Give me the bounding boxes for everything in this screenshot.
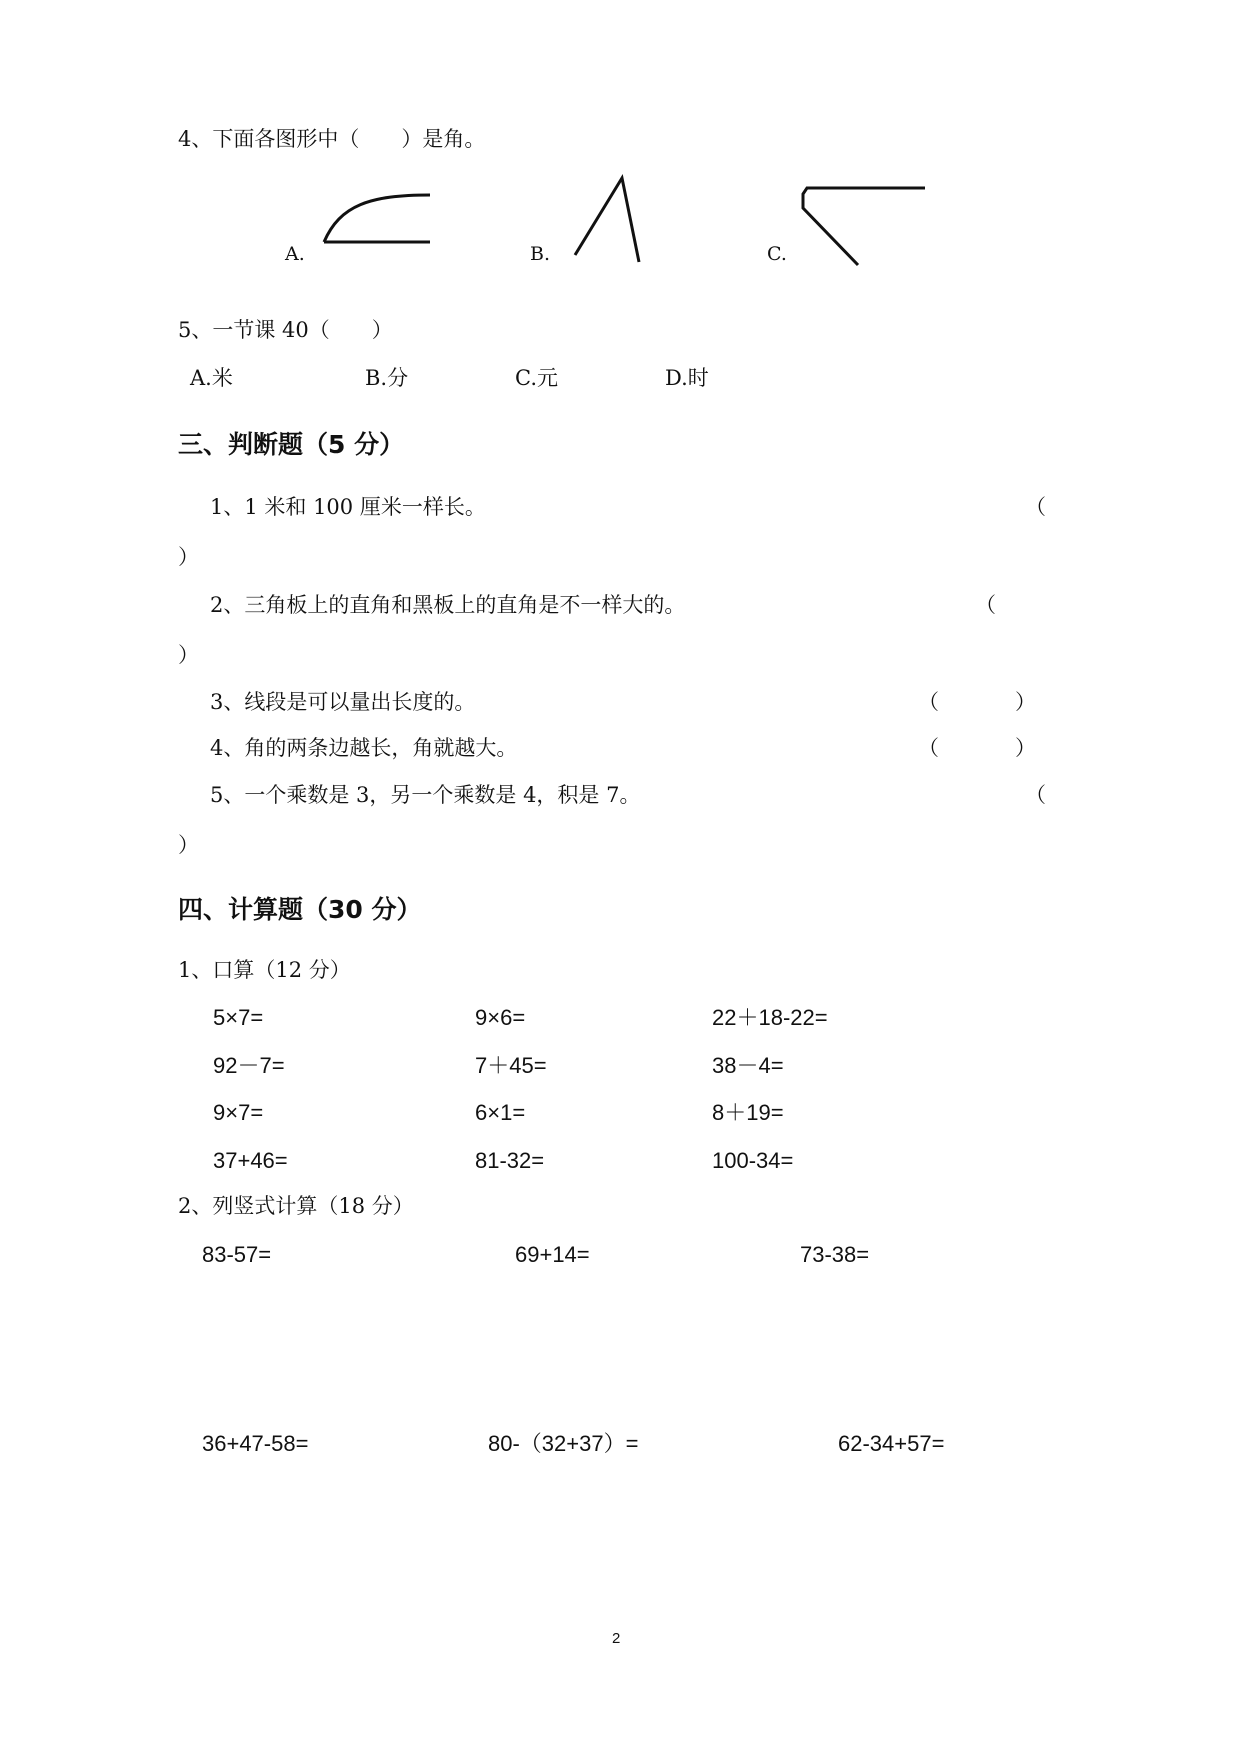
judge-item-5-open: （: [1025, 783, 1046, 807]
q5-option-d: D.时: [665, 366, 709, 390]
judge-item-4-open: （: [918, 736, 939, 760]
q5-option-a: A.米: [190, 366, 233, 390]
judge-item-5-close: ）: [178, 833, 199, 857]
oral-problem: 22＋18-22=: [712, 1005, 828, 1030]
oral-problem: 37+46=: [213, 1148, 288, 1173]
judge-item-4-close: ）: [1015, 736, 1036, 760]
vertical-problem: 73-38=: [800, 1242, 870, 1267]
figure-c-label: C.: [767, 243, 787, 265]
q4-stem: 4、下面各图形中（ ）是角。: [178, 127, 486, 151]
section3-title: 三、判断题（5 分）: [178, 430, 405, 459]
oral-problem: 6×1=: [475, 1100, 526, 1125]
oral-calc-label: 1、口算（12 分）: [178, 958, 351, 982]
oral-problem: 81-32=: [475, 1148, 545, 1173]
vertical-problem: 80-（32+37）=: [488, 1431, 639, 1456]
oral-problem: 9×6=: [475, 1005, 526, 1030]
oral-problem: 8＋19=: [712, 1100, 784, 1125]
judge-item-2-close: ）: [178, 643, 199, 667]
judge-item-5: 5、一个乘数是 3，另一个乘数是 4，积是 7。: [210, 783, 641, 807]
q5-stem: 5、一节课 40（ ）: [178, 318, 393, 342]
page-number: 2: [612, 1630, 621, 1647]
judge-item-3-close: ）: [1015, 690, 1036, 714]
judge-item-4: 4、角的两条边越长，角就越大。: [210, 736, 518, 760]
figure-a-arc-shape: [310, 185, 440, 255]
vertical-problem: 83-57=: [202, 1242, 272, 1267]
judge-item-1: 1、1 米和 100 厘米一样长。: [210, 495, 486, 519]
figure-b-label: B.: [530, 243, 551, 265]
vertical-problem: 36+47-58=: [202, 1431, 309, 1456]
judge-item-1-close: ）: [178, 545, 199, 569]
judge-item-2-open: （: [975, 593, 996, 617]
vertical-calc-label: 2、列竖式计算（18 分）: [178, 1194, 414, 1218]
judge-item-3: 3、线段是可以量出长度的。: [210, 690, 476, 714]
oral-problem: 9×7=: [213, 1100, 264, 1125]
oral-problem: 7＋45=: [475, 1053, 547, 1078]
figure-c-shape: [795, 180, 935, 270]
vertical-problem: 69+14=: [515, 1242, 590, 1267]
oral-problem: 5×7=: [213, 1005, 264, 1030]
oral-problem: 92－7=: [213, 1053, 285, 1078]
judge-item-2: 2、三角板上的直角和黑板上的直角是不一样大的。: [210, 593, 686, 617]
q5-option-b: B.分: [365, 366, 409, 390]
figure-a-label: A.: [285, 243, 305, 265]
q5-option-c: C.元: [515, 366, 558, 390]
figure-b-angle-shape: [565, 170, 655, 270]
section4-title: 四、计算题（30 分）: [178, 895, 422, 924]
oral-problem: 100-34=: [712, 1148, 794, 1173]
vertical-problem: 62-34+57=: [838, 1431, 945, 1456]
oral-problem: 38－4=: [712, 1053, 784, 1078]
judge-item-3-open: （: [918, 690, 939, 714]
judge-item-1-open: （: [1025, 495, 1046, 519]
